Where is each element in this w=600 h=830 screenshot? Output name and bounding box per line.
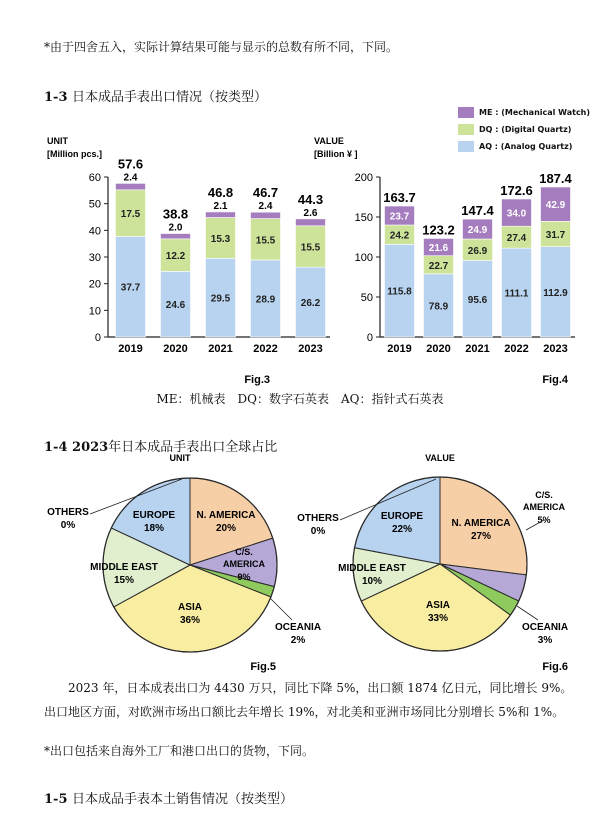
bar-value-label: 24.2 <box>389 230 410 242</box>
x-tick-label: 2021 <box>208 343 233 355</box>
figure-label: Fig.6 <box>542 661 568 673</box>
x-tick-label: 2020 <box>426 343 451 355</box>
x-tick-label: 2021 <box>465 343 490 355</box>
pie-slice-name: AMERICA <box>523 502 565 512</box>
bar-total-label: 163.7 <box>383 190 416 206</box>
pie-slice-name: C/S. <box>235 547 253 557</box>
summary-paragraph <box>44 676 584 724</box>
pie-label-c-s-america <box>523 490 565 525</box>
pie-slice-name: N. AMERICA <box>451 518 511 529</box>
y-tick-label: 10 <box>88 305 101 318</box>
bar-value-label: 2.4 <box>123 172 138 184</box>
pie-slice-name: EUROPE <box>380 511 424 522</box>
bar-value-label: 22.7 <box>428 260 449 272</box>
bar-value-label: 26.2 <box>300 298 321 310</box>
bar-value-label: 29.5 <box>210 293 231 305</box>
bar-value-label: 15.5 <box>300 242 321 254</box>
unit-bar-chart <box>40 130 330 390</box>
pie-slice-name: ASIA <box>426 600 450 611</box>
pie-slice-name: ASIA <box>178 602 202 613</box>
pie-slice-percent: 0% <box>60 520 76 531</box>
section-title: 年日本成品手表出口全球占比 <box>108 440 278 455</box>
pie-title: UNIT <box>169 453 191 463</box>
pie-slice-name: MIDDLE EAST <box>90 562 158 573</box>
pie-slice-percent: 15% <box>113 575 135 586</box>
bar-segment-me <box>206 212 236 218</box>
pie-slice-name: MIDDLE EAST <box>338 563 406 574</box>
pie-slice-percent: 20% <box>215 523 237 534</box>
bar-value-label: 27.4 <box>506 233 527 245</box>
bar-value-label: 42.9 <box>545 200 566 212</box>
bar-value-label: 15.5 <box>255 235 276 247</box>
leader-line <box>517 606 538 620</box>
bar-value-label: 115.8 <box>387 286 412 298</box>
pie-slice-percent: 18% <box>143 523 165 534</box>
rounding-note: *由于四舍五入，实际计算结果可能与显示的总数有所不同，下同。 <box>44 40 399 54</box>
bar-value-label: 17.5 <box>120 209 141 221</box>
bar-value-label: 2.1 <box>213 200 228 212</box>
bar-segment-me <box>161 234 191 239</box>
pie-slice-percent: 2% <box>290 635 306 646</box>
export-note: *出口包括来自海外工厂和港口出口的货物，下同。 <box>44 744 315 758</box>
figure-label: Fig.5 <box>250 661 276 673</box>
bar-value-label: 28.9 <box>255 294 276 306</box>
pie-slice-name: OTHERS <box>47 507 89 518</box>
figure-label: Fig.4 <box>542 374 568 386</box>
y-tick-label: 150 <box>354 212 373 224</box>
legend-item-me <box>458 104 590 121</box>
bar-value-label: 24.9 <box>467 225 488 237</box>
pie-label-others <box>47 507 89 531</box>
bar-total-label: 172.6 <box>500 183 533 198</box>
bar-total-label: 147.4 <box>461 203 494 219</box>
bar-value-label: 2.6 <box>303 207 318 219</box>
pie-label-oceania <box>522 622 568 646</box>
bar-value-label: 2.0 <box>168 222 183 234</box>
pie-slice-name: N. AMERICA <box>196 510 256 521</box>
bar-total-label: 123.2 <box>422 222 455 238</box>
pie-slice-percent: 5% <box>537 515 551 525</box>
legend-label: AQ : (Analog Quartz) <box>479 142 573 151</box>
bar-value-label: 15.3 <box>210 233 231 245</box>
bar-segment-me <box>251 212 281 218</box>
pie-slice-name: AMERICA <box>223 559 265 569</box>
y-tick-label: 0 <box>94 332 101 344</box>
pie-slice-percent: 22% <box>391 524 413 535</box>
bar-value-label: 26.9 <box>467 245 488 257</box>
x-tick-label: 2023 <box>298 343 323 355</box>
x-tick-label: 2023 <box>543 343 568 355</box>
bar-value-label: 21.6 <box>428 243 449 255</box>
figure-label: Fig.3 <box>244 374 270 386</box>
section-title: 日本成品手表出口情况（按类型） <box>72 90 268 105</box>
section-heading-1-3 <box>44 86 267 105</box>
unit-pie-chart <box>30 448 330 678</box>
bar-total-label: 57.6 <box>117 156 144 172</box>
bar-value-label: 95.6 <box>467 294 488 306</box>
bar-value-label: 2.4 <box>258 201 273 213</box>
pie-label-others <box>297 513 339 537</box>
value-pie-chart <box>290 448 590 678</box>
y-tick-label: 0 <box>366 332 373 344</box>
section-number: 1-3 <box>44 90 68 105</box>
pie-slice-percent: 9% <box>237 572 251 582</box>
y-tick-label: 30 <box>88 252 101 264</box>
y-axis-title: VALUE <box>314 136 344 146</box>
y-tick-label: 60 <box>88 172 101 184</box>
pie-slice-name: EUROPE <box>132 510 176 521</box>
bar-total-label: 46.8 <box>207 184 234 200</box>
legend-swatch <box>458 107 474 118</box>
section-number: 1-5 <box>44 792 68 807</box>
bar-total-label: 38.8 <box>162 206 189 222</box>
pie-slice-name: OCEANIA <box>521 622 569 633</box>
pie-slice-percent: 36% <box>179 615 201 626</box>
bar-segment-me <box>116 183 146 189</box>
pie-slice-percent: 10% <box>361 576 383 587</box>
pie-slice-percent: 27% <box>470 531 492 542</box>
bar-value-label: 23.7 <box>389 211 410 223</box>
bar-value-label: 78.9 <box>428 301 449 313</box>
pie-slice-percent: 0% <box>310 526 326 537</box>
bar-value-label: 31.7 <box>545 230 566 241</box>
summary-line-2: 出口地区方面，对欧洲市场出口额比去年增长 19%，对北美和亚洲市场同比分别增长 5%和 1%。 <box>44 705 565 719</box>
legend-label: DQ : (Digital Quartz) <box>479 125 572 134</box>
bar-value-label: 111.1 <box>504 288 529 300</box>
y-tick-label: 100 <box>354 252 373 264</box>
y-tick-label: 50 <box>360 292 373 304</box>
value-bar-chart <box>310 130 580 390</box>
y-tick-label: 200 <box>354 172 373 184</box>
bar-total-label: 46.7 <box>252 185 279 201</box>
pie-slice-name: OCEANIA <box>274 622 322 633</box>
x-tick-label: 2022 <box>504 343 529 355</box>
bar-value-label: 112.9 <box>543 287 568 299</box>
pie-slice-name: C/S. <box>535 490 553 500</box>
y-tick-label: 50 <box>88 198 101 211</box>
abbreviation-legend: ME：机械表 DQ：数字石英表 AQ：指针式石英表 <box>156 392 444 406</box>
bar-total-label: 187.4 <box>539 171 572 186</box>
summary-line-1: 2023 年，日本成表出口为 4430 万只，同比下降 5%，出口额 1874 亿日元，同比增长 9%。 <box>68 681 573 695</box>
y-tick-label: 40 <box>88 225 101 238</box>
bar-total-label: 44.3 <box>297 191 324 207</box>
bar-value-label: 24.6 <box>165 300 186 312</box>
x-tick-label: 2019 <box>118 343 143 355</box>
section-year: 2023 <box>72 440 109 455</box>
pie-slice-percent: 3% <box>537 635 553 646</box>
pie-slice-name: OTHERS <box>297 513 339 524</box>
pie-title: VALUE <box>425 453 455 463</box>
bar-value-label: 37.7 <box>120 282 141 294</box>
y-axis-title: UNIT <box>47 136 68 146</box>
x-tick-label: 2022 <box>253 343 278 355</box>
y-tick-label: 20 <box>88 278 101 291</box>
leader-line <box>526 520 544 530</box>
section-number: 1-4 <box>44 440 68 455</box>
x-tick-label: 2019 <box>387 343 412 355</box>
bar-value-label: 12.2 <box>165 251 186 263</box>
pie-slice-percent: 33% <box>427 613 449 624</box>
y-axis-unit: [Million pcs.] <box>47 149 102 159</box>
bar-value-label: 34.0 <box>506 208 527 220</box>
section-heading-1-5 <box>44 788 293 807</box>
x-tick-label: 2020 <box>163 343 188 355</box>
y-axis-unit: [Billion ¥ ] <box>314 149 358 159</box>
legend-label: ME : (Mechanical Watch) <box>479 108 591 117</box>
section-title: 日本成品手表本土销售情况（按类型） <box>72 792 294 807</box>
leader-line <box>270 598 292 620</box>
